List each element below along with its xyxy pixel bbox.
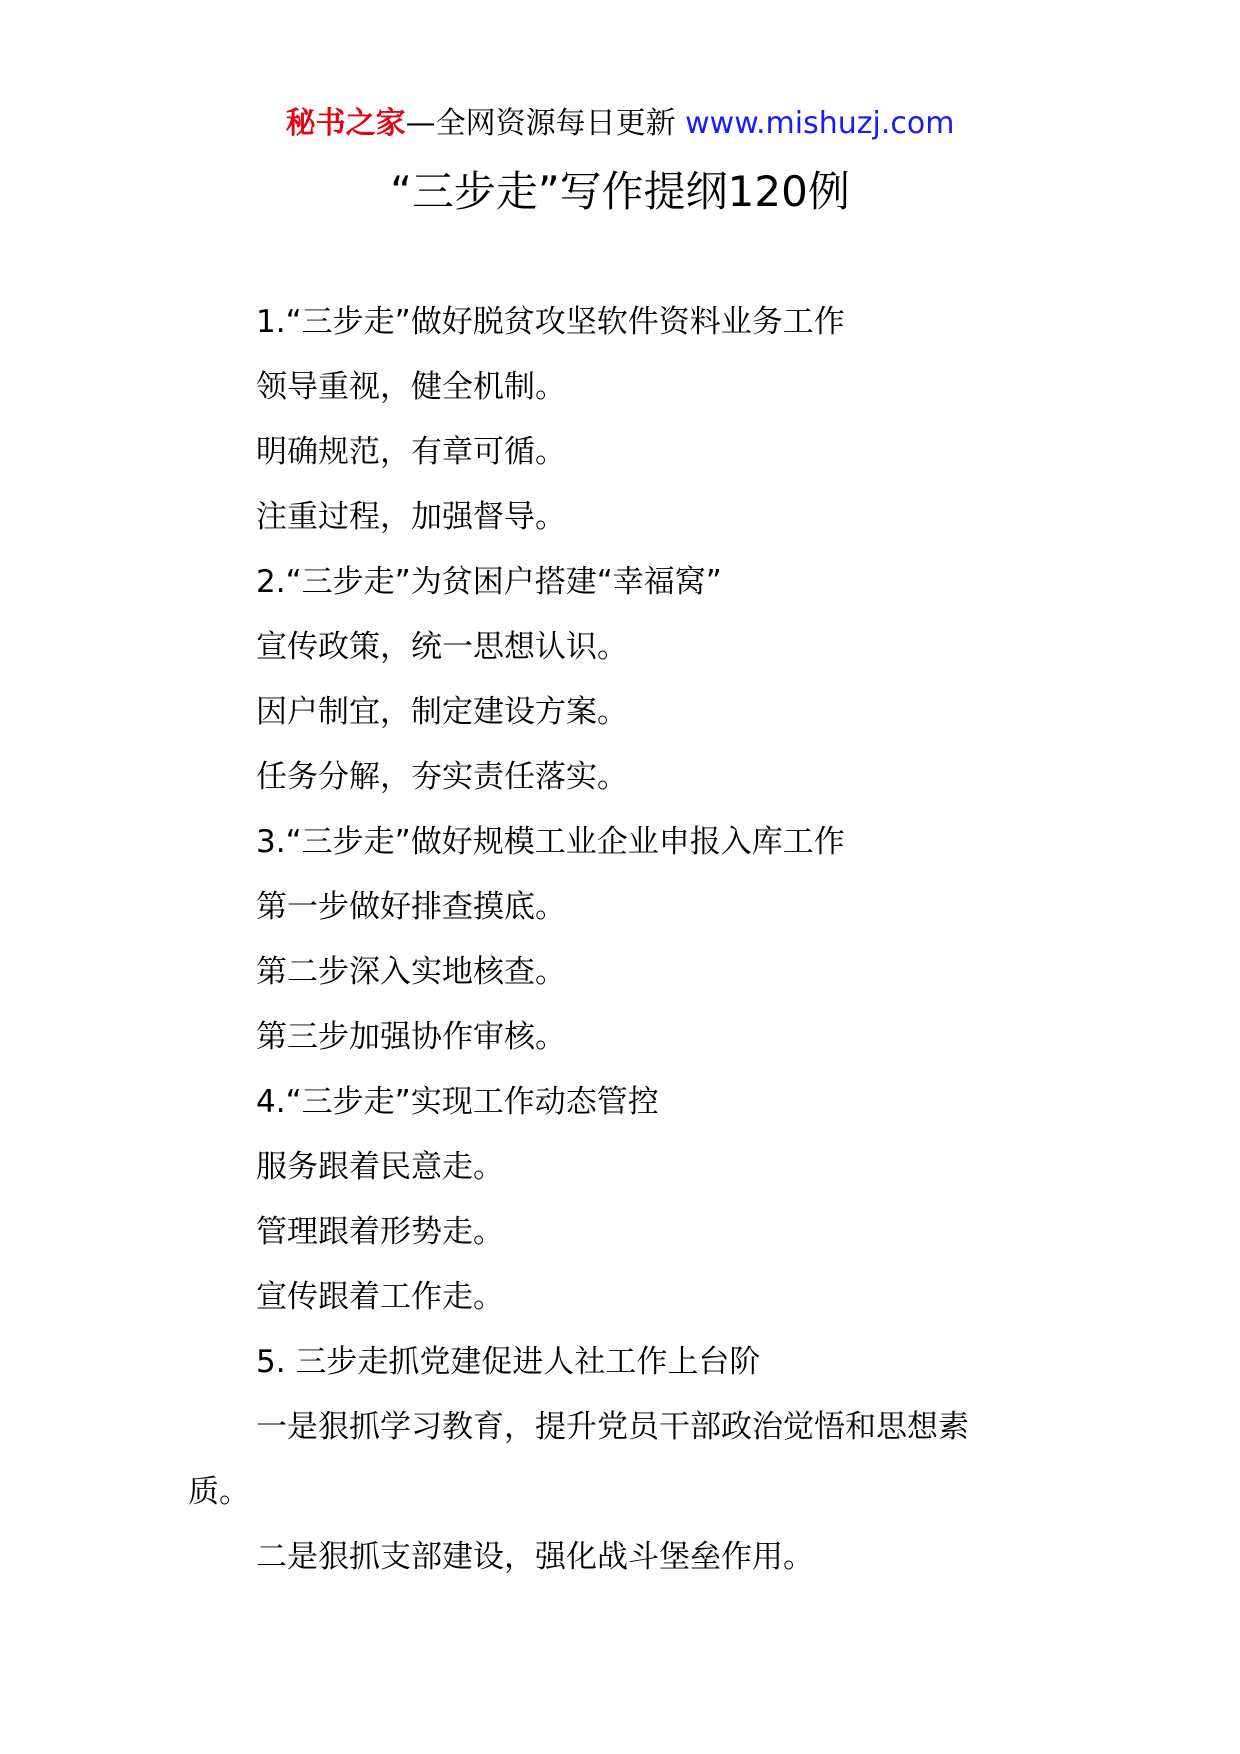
outline-item: 第三步加强协作审核。 [256,1019,566,1055]
document-body [188,290,1058,1590]
header-tagline: —全网资源每日更新 [405,106,676,141]
page-header [0,102,1240,146]
document-title: “三步走”写作提纲120例 [390,167,850,216]
outline-item: 因户制宜，制定建设方案。 [256,694,628,730]
outline-item: 服务跟着民意走。 [256,1149,504,1185]
outline-heading-2: 2.“三步走”为贫困户搭建“幸福窝” [256,564,722,600]
brand-name: 秘书之家 [285,106,406,141]
website-link[interactable]: www.mishuzj.com [685,106,955,141]
outline-item: 二是狠抓支部建设，强化战斗堡垒作用。 [256,1539,814,1575]
outline-heading-3: 3.“三步走”做好规模工业企业申报入库工作 [256,824,845,860]
outline-item: 宣传跟着工作走。 [256,1279,504,1315]
outline-heading-4: 4.“三步走”实现工作动态管控 [256,1084,659,1120]
outline-item: 任务分解，夯实责任落实。 [256,759,628,795]
outline-item: 注重过程，加强督导。 [256,499,566,535]
outline-item: 管理跟着形势走。 [256,1214,504,1250]
outline-heading-1: 1.“三步走”做好脱贫攻坚软件资料业务工作 [256,304,845,340]
outline-item: 宣传政策，统一思想认识。 [256,629,628,665]
outline-item: 明确规范，有章可循。 [256,434,566,470]
outline-item: 领导重视，健全机制。 [256,369,566,405]
outline-item-continuation: 质。 [188,1474,250,1510]
outline-item: 第二步深入实地核查。 [256,954,566,990]
outline-item: 第一步做好排查摸底。 [256,889,566,925]
outline-item: 一是狠抓学习教育，提升党员干部政治觉悟和思想素 [256,1409,969,1445]
outline-heading-5: 5. 三步走抓党建促进人社工作上台阶 [256,1344,761,1380]
